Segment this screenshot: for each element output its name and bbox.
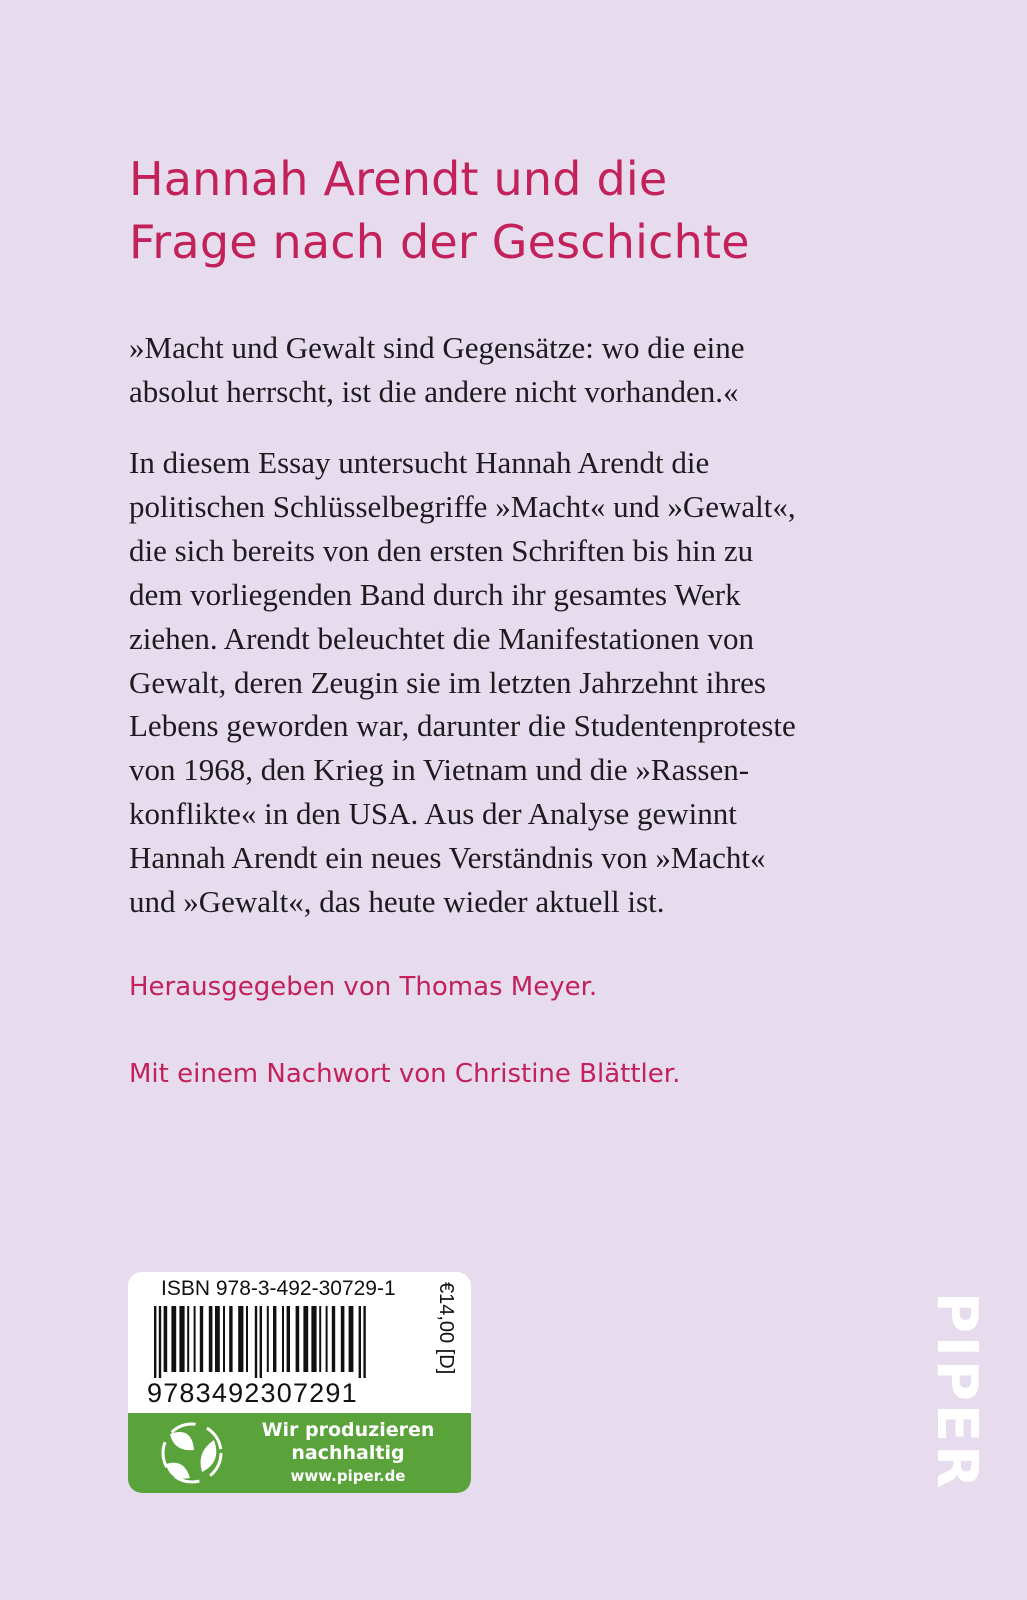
description-line: ziehen. Arendt beleuchtet die Manifestationen von (129, 620, 754, 656)
barcode-bar (267, 1306, 269, 1372)
description (129, 441, 929, 924)
description-line: politischen Schlüsselbegriffe »Macht« und »Gewalt«, (129, 488, 796, 524)
price-label: €14,00 [D] (435, 1282, 457, 1375)
barcode-bar (246, 1306, 248, 1372)
barcode-bar (287, 1306, 290, 1372)
description-line: dem vorliegenden Band durch ihr gesamtes Werk (129, 576, 741, 612)
barcode-bar (273, 1306, 276, 1372)
description-line: Gewalt, deren Zeugin sie im letzten Jahrzehnt ihres (129, 664, 766, 700)
barcode-bar (303, 1306, 308, 1372)
eco-text (228, 1419, 468, 1487)
barcode-bar (363, 1306, 365, 1378)
description-line: Lebens geworden war, darunter die Studentenproteste (129, 708, 796, 744)
description-line: von 1968, den Krieg in Vietnam und die »Rassen- (129, 752, 750, 788)
description-line: Hannah Arendt ein neues Verständnis von »Macht« (129, 840, 766, 876)
quote-line: absolut herrscht, ist die andere nicht vorhanden.« (129, 374, 739, 409)
quote-line: »Macht und Gewalt sind Gegensätze: wo die eine (129, 330, 745, 365)
description-line: die sich bereits von den ersten Schriften bis hin zu (129, 532, 754, 568)
barcode-bar (311, 1306, 316, 1372)
eco-url: www.piper.de (290, 1467, 406, 1485)
barcode-bar (187, 1306, 189, 1372)
eco-line-1: Wir produzieren (261, 1419, 435, 1441)
headline-line: Frage nach der Geschichte (129, 215, 750, 269)
description-line: und »Gewalt«, das heute wieder aktuell ist. (129, 884, 665, 920)
barcode-bar (159, 1306, 161, 1378)
eco-line-2: nachhaltig (291, 1442, 405, 1464)
barcode-bar (332, 1306, 335, 1372)
barcode-bar (319, 1306, 321, 1372)
barcode-bar (326, 1306, 328, 1372)
barcode-bar (260, 1306, 262, 1378)
barcode-bar (209, 1306, 213, 1372)
barcode-bar (223, 1306, 225, 1372)
barcode-bar (341, 1306, 345, 1372)
headline-line: Hannah Arendt und die (129, 152, 668, 206)
barcode-bar (179, 1306, 184, 1372)
publisher-logo: PIPER (924, 1292, 989, 1492)
barcode-icon (154, 1306, 418, 1378)
barcode-bar (255, 1306, 257, 1378)
editor-credit: Herausgegeben von Thomas Meyer. (129, 972, 598, 1002)
ean-digits: 9783492307291 (147, 1378, 358, 1408)
eco-badge (128, 1413, 471, 1493)
barcode-bar (296, 1306, 300, 1372)
barcode-bar (171, 1306, 176, 1372)
barcode-bar (215, 1306, 220, 1372)
isbn-text: ISBN 978-3-492-30729-1 (161, 1277, 396, 1300)
barcode-bar (154, 1306, 156, 1378)
barcode-bar (282, 1306, 284, 1372)
headline (129, 148, 949, 274)
barcode-bar (349, 1306, 354, 1372)
barcode-bar (200, 1306, 203, 1372)
barcode-bar (359, 1306, 361, 1378)
description-line: In diesem Essay untersucht Hannah Arendt die (129, 445, 710, 480)
afterword-credit: Mit einem Nachwort von Christine Blättler. (129, 1059, 681, 1089)
leaves-recycle-icon (156, 1420, 228, 1486)
barcode-card (128, 1272, 471, 1493)
barcode-bar (238, 1306, 243, 1372)
quote (129, 326, 929, 414)
description-line: konflikte« in den USA. Aus der Analyse gewinnt (129, 796, 737, 832)
barcode-bar (229, 1306, 232, 1372)
barcode-bar (194, 1306, 196, 1372)
barcode-bar (164, 1306, 168, 1372)
